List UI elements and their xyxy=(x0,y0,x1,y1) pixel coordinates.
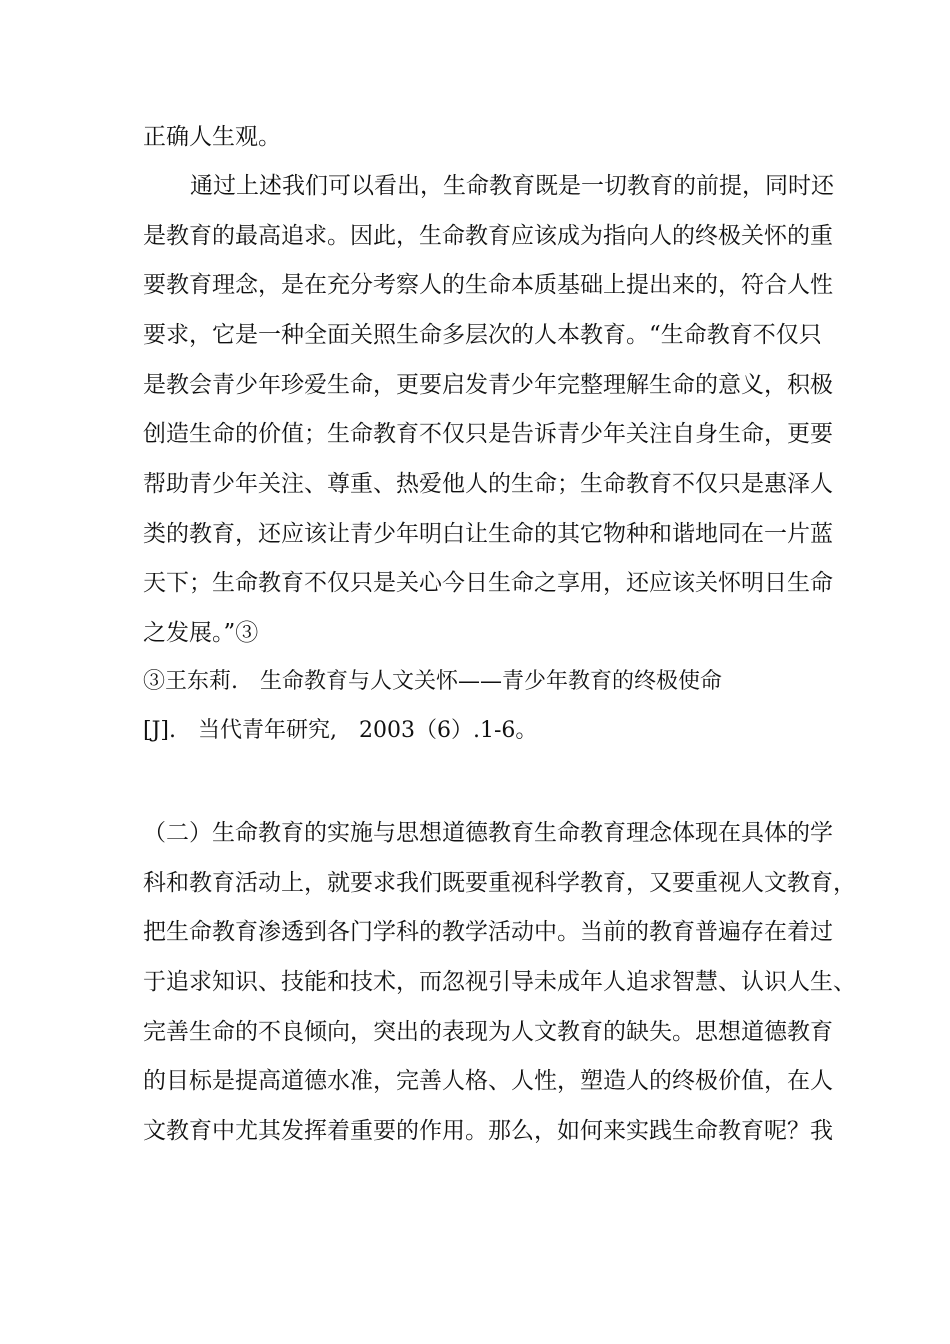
paragraph-line: 帮助青少年关注、尊重、热爱他人的生命；生命教育不仅只是惠泽人 xyxy=(143,471,833,497)
footnote-line: ③王东莉. 生命教育与人文关怀——青少年教育的终极使命 xyxy=(143,669,722,694)
paragraph-line: 要教育理念，是在充分考察人的生命本质基础上提出来的，符合人性 xyxy=(143,272,833,298)
footnote-line: [J]. 当代青年研究, 2003（6）.1-6。 xyxy=(143,718,538,743)
paragraph-line: 是教育的最高追求。因此，生命教育应该成为指向人的终极关怀的重 xyxy=(143,223,833,249)
paragraph-line: 天下；生命教育不仅只是关心今日生命之享用，还应该关怀明日生命 xyxy=(143,570,833,596)
paragraph-line: 于追求知识、技能和技术，而忽视引导未成年人追求智慧、认识人生、 xyxy=(143,969,856,995)
paragraph-line: 创造生命的价值；生命教育不仅只是告诉青少年关注自身生命，更要 xyxy=(143,421,833,447)
paragraph-line: 之发展。”③ xyxy=(143,620,259,646)
paragraph-line: （二）生命教育的实施与思想道德教育生命教育理念体现在具体的学 xyxy=(143,820,833,846)
paragraph-line: 是教会青少年珍爱生命，更要启发青少年完整理解生命的意义，积极 xyxy=(143,372,833,398)
paragraph-line: 科和教育活动上，就要求我们既要重视科学教育，又要重视人文教育， xyxy=(143,870,856,896)
paragraph-line: 正确人生观。 xyxy=(143,124,281,150)
paragraph-line: 完善生命的不良倾向，突出的表现为人文教育的缺失。思想道德教育 xyxy=(143,1019,833,1045)
paragraph-line: 的目标是提高道德水准，完善人格、人性，塑造人的终极价值，在人 xyxy=(143,1068,833,1094)
paragraph-line: 通过上述我们可以看出，生命教育既是一切教育的前提，同时还 xyxy=(190,173,834,199)
paragraph-line: 把生命教育渗透到各门学科的教学活动中。当前的教育普遍存在着过 xyxy=(143,919,833,945)
paragraph-line: 类的教育，还应该让青少年明白让生命的其它物种和谐地同在一片蓝 xyxy=(143,521,833,547)
paragraph-line: 文教育中尤其发挥着重要的作用。那么，如何来实践生命教育呢？我 xyxy=(143,1118,833,1144)
paragraph-line: 要求，它是一种全面关照生命多层次的人本教育。“生命教育不仅只 xyxy=(143,322,822,348)
